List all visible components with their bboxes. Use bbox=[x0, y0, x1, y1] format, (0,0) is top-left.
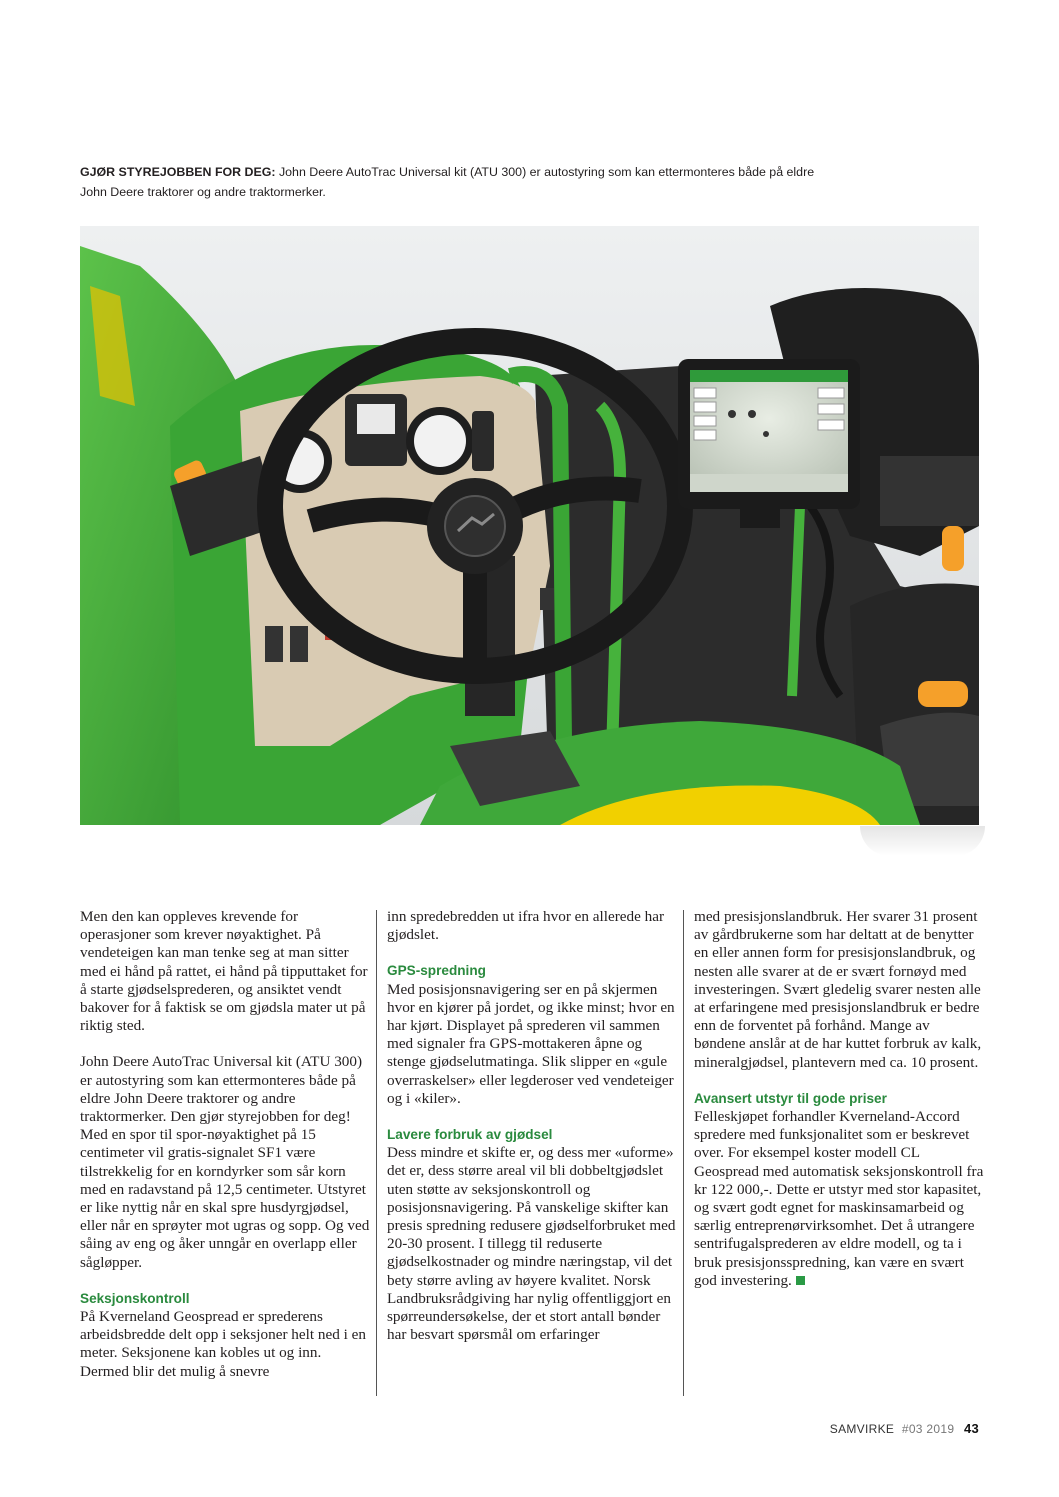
subheading: Lavere forbruk av gjødsel bbox=[387, 1127, 553, 1143]
paragraph: John Deere AutoTrac Universal kit (ATU 300) er autostyring som kan ettermonteres både på eldre John Deere traktorer og andre traktormerker. Den gjør styrejobben for deg! Med en spor til spor-nøyaktighet på 15 centimeter vil gratis-signalet SF1 være tilstrekkelig for en korndyrker som sår korn med en radavstand på 12,5 centimeter. Utstyret er like nyttig når en skal spre husdyrgjødsel, eller når en sprøyter mot ugras og sopp. Og ved såing av eng og åker unngår en overlapp eller sågløpper. bbox=[80, 1053, 370, 1271]
text-column-3 bbox=[694, 908, 984, 1290]
paragraph: Dess mindre et skifte er, og dess mer «uforme» det er, dess større areal vil bli dobbeltgjødslet uten støtte av seksjonskontroll og posisjonsnavigering. På vanskelige skifter kan presis spredning redusere gjødselforbruket med 20-30 prosent. I tillegg til reduserte gjødselkostnader og mindre næringstap, vil det bety større avling av høyere kvalitet. Norsk Landbruksrådgiving har nylig offentliggjort en spørreundersøkelse, der et stort antall bønder har besvart spørsmål om erfaringer bbox=[387, 1144, 676, 1344]
paragraph: På Kverneland Geospread er sprederens arbeidsbredde delt opp i seksjoner helt ned i en meter. Seksjonene kan kobles ut og inn. Dermed blir det mulig å snevre bbox=[80, 1308, 366, 1380]
subheading: GPS-spredning bbox=[387, 963, 486, 979]
paragraph-text: Felleskjøpet forhandler Kverneland-Accord spredere med funksjonalitet som er beskrevet over. For eksempel koster modell CL Geospread med automatisk seksjonskontroll fra kr 122 000,-. Dette er utstyr med stor kapasitet, og svært godt egnet for maskinsamarbeid og særlig entreprenørvirksomhet. Det å utrangere sentrifugalsprederen av eldre modell, og ta i bruk presisjonsspredning, kan være en svært god investering. bbox=[694, 1108, 984, 1289]
tractor-cab-photo bbox=[80, 226, 979, 825]
end-of-article-icon bbox=[796, 1276, 805, 1285]
paragraph bbox=[694, 1108, 984, 1290]
photo-caption bbox=[80, 162, 840, 202]
photo-shadow bbox=[860, 826, 985, 856]
column-divider bbox=[376, 910, 377, 1396]
caption-lead: GJØR STYREJOBBEN FOR DEG: bbox=[80, 165, 276, 179]
magazine-name: SAMVIRKE bbox=[829, 1422, 895, 1436]
text-column-1 bbox=[80, 908, 370, 1381]
issue-number: #03 2019 bbox=[901, 1422, 955, 1436]
column-divider bbox=[683, 910, 684, 1396]
paragraph: Men den kan oppleves krevende for operasjoner som krever nøyaktighet. På vendeteigen kan man tenke seg at man sitter med ei hånd på rattet, ei hånd på tipputtaket for å starte gjødselsprederen, og ansiktet vendt bakover for å faktisk se om gjødsla mater ut på riktig sted. bbox=[80, 908, 368, 1035]
tractor-illustration bbox=[80, 226, 979, 825]
subheading: Avansert utstyr til gode priser bbox=[694, 1090, 887, 1106]
paragraph: med presisjonslandbruk. Her svarer 31 prosent av gårdbrukerne som har deltatt at de benytter en eller annen form for presisjonslandbruk, og nesten alle svarer at de er svært fornøyd med investeringen. Svært gledelig svarer nesten alle at erfaringene med presisjonslandbruk er bedre enn de forventet på forhånd. Mange av bøndene anslår at de har kuttet forbruk av kalk, mineralgjødsel, plantevern med ca. 10 prosent. bbox=[694, 908, 982, 1071]
page-number: 43 bbox=[963, 1421, 979, 1436]
paragraph: Med posisjonsnavigering ser en på skjermen hvor en kjører på jordet, og ikke minst; hvor en har kjørt. Displayet på sprederen vil sammen med signaler fra GPS-mottakeren åpne og stenge gjødselutmatinga. Slik slipper en «gule overraskelser» eller legderoser ved vendeteiger og i «kiler». bbox=[387, 980, 675, 1107]
caption-text: John Deere AutoTrac Universal kit (ATU 300) er autostyring som kan ettermonteres både på eldre John Deere traktorer og andre traktormerker. bbox=[80, 165, 815, 199]
paragraph: inn spredebredden ut ifra hvor en allerede har gjødslet. bbox=[387, 908, 665, 944]
text-column-2 bbox=[387, 908, 677, 1344]
page-footer bbox=[830, 1421, 979, 1436]
subheading: Seksjonskontroll bbox=[80, 1290, 190, 1306]
